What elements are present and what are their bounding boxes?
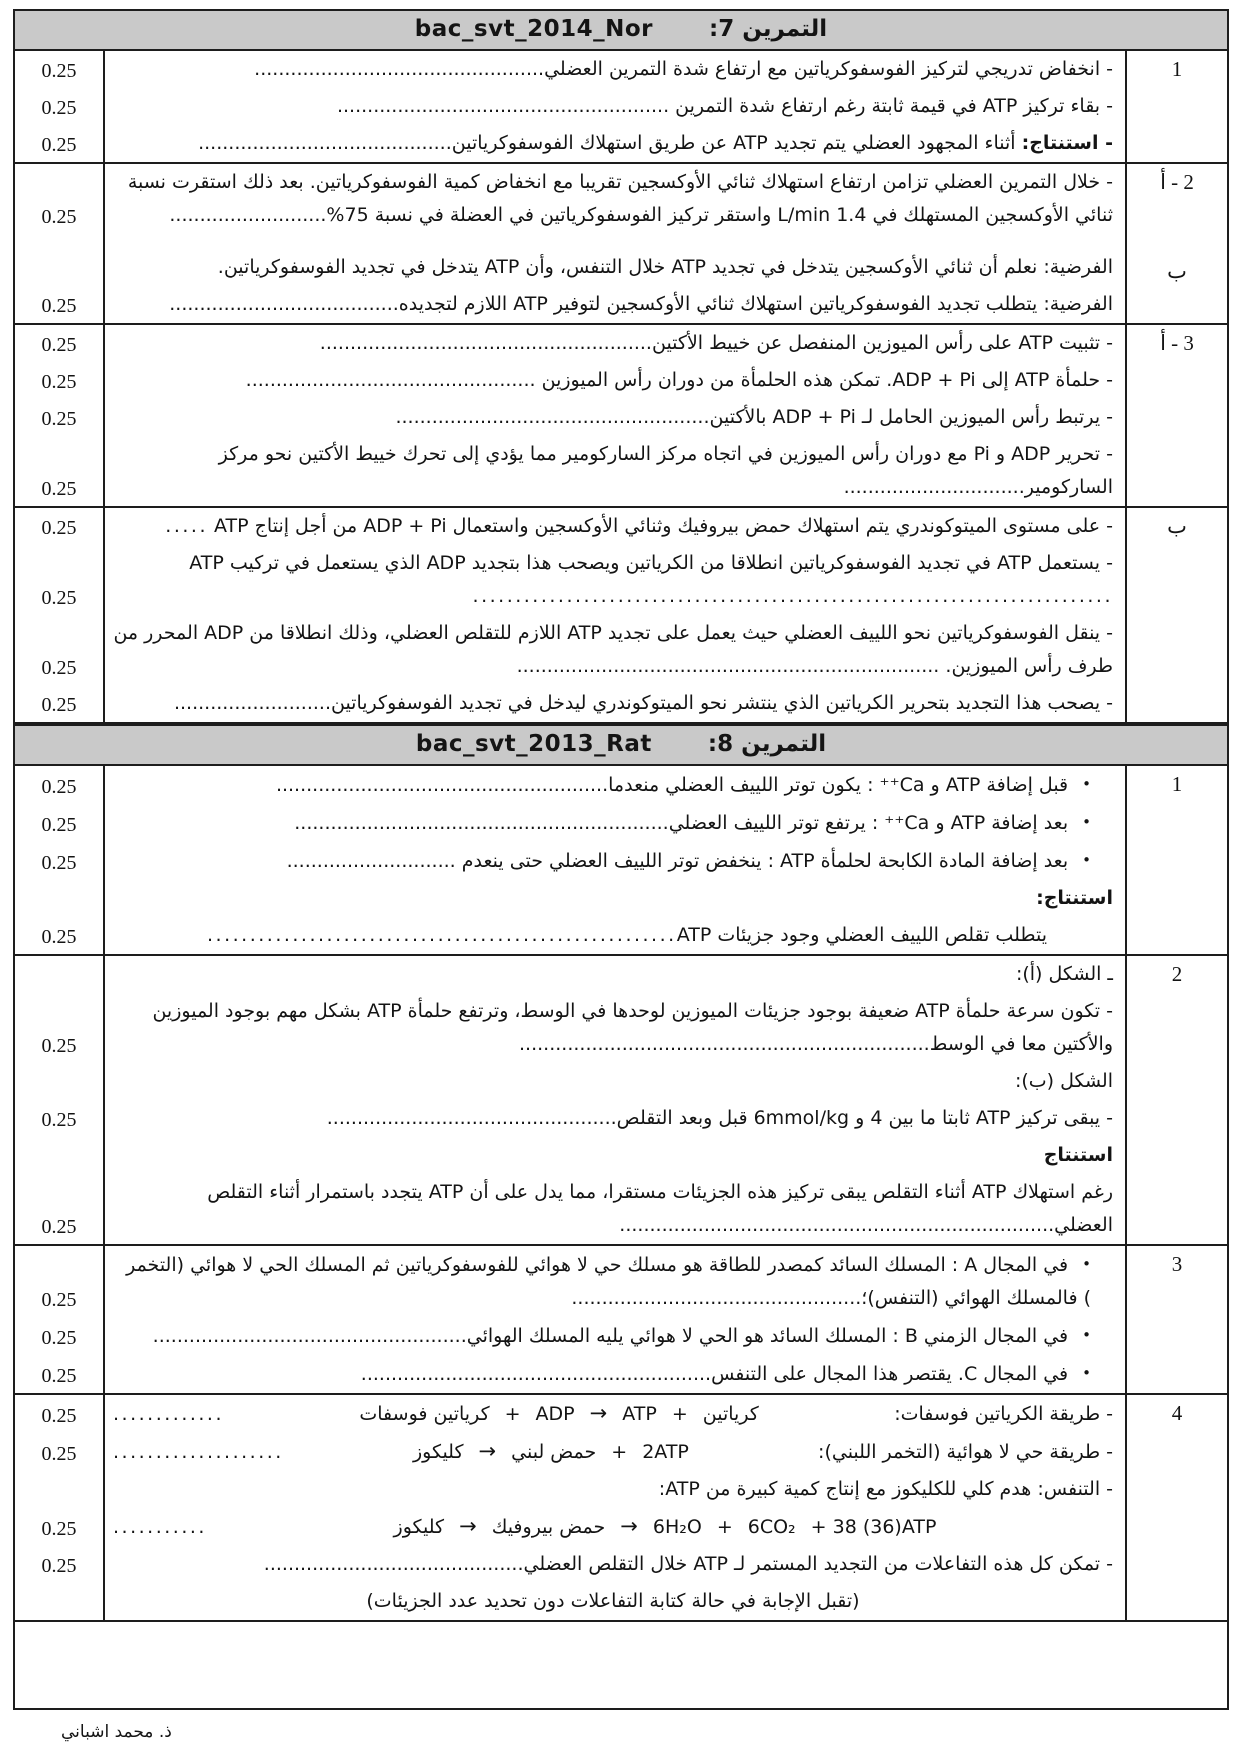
dotted-leader: ........... [113,1516,207,1538]
answer-item [15,1471,1125,1508]
answer-text-prefix: - استنتاج: [1021,132,1113,154]
dotted-leader: ........................................................................... [472,585,1113,607]
score-value: 0.25 [41,1109,77,1131]
answer-text [105,993,1125,1063]
dotted-leader: ...................................... [169,293,399,315]
row-body [15,164,1125,323]
answer-text [105,880,1125,917]
score-value: 0.25 [41,478,77,500]
row-body [15,51,1125,162]
dotted-leader: .......................................................... [360,1363,712,1385]
answer-item [15,956,1125,993]
answer-text [105,1355,1125,1393]
answer-text [105,164,1125,234]
score-value: 0.25 [41,1327,77,1349]
score-value: 0.25 [41,776,77,798]
answer-text-content: - خلال التمرين العضلي تزامن ارتفاع استهلاك ثنائي الأوكسجين تقريبا مع انخفاض كمية الفوسفوكرياتين. بعد ذلك استقرت نسبة ثنائي الأوكسجين المستهلك في 1.4 L/min واستقر تركيز الفوسفوكرياتين في العضلة في نسبة 75% [127,171,1113,226]
answer-text [105,1546,1125,1583]
equation-term: ATP [622,1403,657,1425]
equation-term: كرياتين فوسفات [359,1403,490,1425]
question-number: 4 [1171,1401,1183,1425]
answer-text-content: بعد إضافة ATP و Ca⁺⁺ : يرتفع توتر اللييف العضلي [668,812,1069,834]
answer-text-content: الفرضية: نعلم أن ثنائي الأوكسجين يتدخل في تجديد ATP خلال التنفس، وأن ATP يتدخل في تجديد الفوسفوكرياتين. [217,256,1113,278]
score-cell [15,1355,105,1393]
score-value: 0.25 [41,814,77,836]
answer-item [15,1246,1125,1317]
answer-text [105,842,1125,880]
equation-label: - طريقة حي لا هوائية (التخمر اللبني): [818,1441,1113,1463]
dotted-leader: ....................................................... [336,95,670,117]
exercise-code: bac_svt_2013_Rat [415,731,652,757]
row-body [15,325,1125,506]
dotted-leader: .................................................... [395,406,710,428]
answer-item [15,88,1125,125]
dotted-leader: .............................. [843,476,1025,498]
score-value: 0.25 [41,1035,77,1057]
question-number: 3 [1171,1252,1183,1276]
dotted-leader: .................... [113,1441,284,1463]
answer-text-content: - انخفاض تدريجي لتركيز الفوسفوكرياتين مع ارتفاع شدة التمرين العضلي [544,58,1113,80]
equation [413,1435,689,1469]
answer-text-content: - حلمأة ATP إلى ADP + Pi. تمكن هذه الحلمأة من دوران رأس الميوزين [535,369,1113,391]
answer-item [15,362,1125,399]
answer-item [15,1317,1125,1355]
score-cell [15,804,105,842]
answer-text [105,1174,1125,1244]
dotted-leader: .................................................................... [519,1033,930,1055]
score-value: 0.25 [41,1443,77,1465]
score-cell [15,1583,105,1620]
answer-item [15,1100,1125,1137]
equation-label: - طريقة الكرياتين فوسفات: [894,1403,1113,1425]
score-value: 0.25 [41,926,77,948]
answer-text-content: - تكون سرعة حلمأة ATP ضعيفة بوجود جزيئات الميوزين لوحدها في الوسط، وترتفع حلمأة ATP بشكل مهم بوجود الميوزين والأكتين معا في الوسط [152,1000,1113,1055]
question-number-cell [1125,1246,1227,1393]
answer-row [15,1246,1227,1395]
score-cell [15,615,105,685]
answer-item [15,1395,1125,1433]
score-cell [15,685,105,722]
score-cell [15,1246,105,1317]
score-value: 0.25 [41,134,77,156]
answer-text-content: - على مستوى الميتوكوندري يتم استهلاك حمض بيروفيك وثنائي الأوكسجين واستعمال ADP + Pi من أجل إنتاج ATP [207,515,1113,537]
bullet-icon: • [1082,851,1091,869]
exercise-code: bac_svt_2014_Nor [414,16,653,42]
question-number: 2 [1171,962,1183,986]
question-number: ب [1167,259,1187,283]
answer-text-content: استنتاج: [1036,887,1113,909]
answer-text [105,362,1125,399]
arrow-icon: → [620,1514,638,1538]
answer-text [105,1508,1125,1546]
question-number-cell [1125,51,1227,162]
question-number: 2 - أ [1160,170,1194,194]
answer-item [15,685,1125,722]
score-cell [15,1433,105,1471]
score-cell [15,399,105,436]
empty-row [15,1622,1227,1708]
dotted-leader: .......................... [169,204,327,226]
answer-text [105,436,1125,506]
dotted-leader: ................................................ [326,1107,617,1129]
answer-text-content: في المجال C. يقتصر هذا المجال على التنفس [711,1363,1069,1385]
question-number-cell [1125,766,1227,954]
answer-row [15,51,1227,164]
answer-text [105,615,1125,685]
answer-item [15,1355,1125,1393]
answer-text-content: في المجال A : المسلك السائد كمصدر للطاقة هو مسلك حي لا هوائي للفوسفوكرياتين ثم المسلك الحي لا هوائي (التخمر ) فالمسلك الهوائي (التنفس)؛ [126,1254,1091,1309]
answer-row [15,164,1227,325]
score-value: 0.25 [41,1405,77,1427]
answer-item [15,545,1125,615]
score-cell [15,1100,105,1137]
row-body [15,508,1125,722]
bullet-icon: • [1082,813,1091,831]
score-cell [15,956,105,993]
answer-text-content: يتطلب تقلص اللييف العضلي وجود جزيئات ATP [676,924,1047,946]
answer-text-content: - يبقى تركيز ATP ثابتا ما بين 4 و 6mmol/kg قبل وبعد التقلص [616,1107,1113,1129]
equation-term: + [504,1403,521,1425]
equation-term: حمض بيروفيك [491,1516,606,1538]
answer-text [105,1471,1125,1508]
author-signature: ذ. محمد اشباني [61,1722,172,1742]
answer-text-content: الفرضية: يتطلب تجديد الفوسفوكرياتين استهلاك ثنائي الأوكسجين لتوفير ATP اللازم لتجديده [398,293,1113,315]
answer-item [15,51,1125,88]
score-cell [15,1395,105,1433]
score-value: 0.25 [41,295,77,317]
score-cell [15,508,105,545]
answer-item [15,1508,1125,1546]
score-value: 0.25 [41,97,77,119]
score-cell [15,917,105,954]
answer-row [15,508,1227,724]
score-cell [15,1471,105,1508]
equation-term: كليكوز [412,1441,464,1463]
equation-term: + [671,1403,688,1425]
answer-item [15,1063,1125,1100]
exercise-title: التمرين 8: [707,731,827,757]
dotted-leader: .............................................................. [294,812,669,834]
answer-text-content: رغم استهلاك ATP أثناء التقلص يبقى تركيز هذه الجزيئات مستقرا، مما يدل على أن ATP يتجدد باستمرار أثناء التقلص العضلي [207,1181,1113,1236]
question-number-cell [1125,325,1227,506]
answer-text-content: - تمكن كل هذه التفاعلات من التجديد المستمر لـ ATP خلال التقلص العضلي [523,1553,1113,1575]
score-cell [15,286,105,323]
equation-term: ADP [535,1403,575,1425]
dotted-leader: .......................... [173,692,331,714]
answer-item [15,917,1125,954]
score-value: 0.25 [41,1518,77,1540]
dotted-leader: ..... [165,515,208,537]
answer-text [105,1395,1125,1433]
answer-text-content: - بقاء تركيز ATP في قيمة ثابتة رغم ارتفاع شدة التمرين [669,95,1113,117]
answer-row [15,766,1227,956]
answer-text-content: في المجال الزمني B : المسلك السائد هو الحي لا هوائي يليه المسلك الهوائي [466,1325,1069,1347]
row-body [15,956,1125,1244]
equation-term: + [716,1516,733,1538]
answer-text-content: (تقبل الإجابة في حالة كتابة التفاعلات دون تحديد عدد الجزيئات) [366,1590,860,1612]
answer-item [15,125,1125,162]
row-body [15,766,1125,954]
score-cell [15,545,105,615]
equation-term: 6H₂O [652,1516,702,1538]
answer-text-content: - يصحب هذا التجديد بتحرير الكرياتين الذي ينتشر نحو الميتوكوندري ليدخل في تجديد الفوسفوكرياتين [330,692,1113,714]
score-cell [15,325,105,362]
answer-item [15,804,1125,842]
bullet-icon: • [1082,1326,1091,1344]
answer-text [105,1317,1125,1355]
score-cell [15,842,105,880]
dotted-leader: ........................................................................ [619,1214,1055,1236]
answer-text-content: ـ الشكل (أ): [1015,963,1113,985]
score-value: 0.25 [41,1216,77,1238]
score-value: 0.25 [41,657,77,679]
answer-item [15,1583,1125,1620]
page-footer [13,1710,1229,1754]
answer-text [105,1137,1125,1174]
answer-text-content: - يستعمل ATP في تجديد الفوسفوكرياتين انطلاقا من الكرياتين ويصحب هذا بتجديد ADP الذي يستعمل في تركيب ATP [189,552,1113,574]
score-cell [15,164,105,234]
answer-item [15,842,1125,880]
answer-row [15,1395,1227,1622]
question-number-cell [1125,1395,1227,1620]
exercise-header [15,11,1227,51]
question-number: 1 [1171,772,1183,796]
answer-row [15,956,1227,1246]
score-cell [15,234,105,286]
answer-row [15,325,1227,508]
answer-text [105,956,1125,993]
score-value: 0.25 [41,1555,77,1577]
answer-text [105,685,1125,722]
question-number-cell [1125,508,1227,722]
answer-text [105,766,1125,804]
document-table [13,9,1229,1710]
answer-item [15,399,1125,436]
equation-term: + [611,1441,628,1463]
answer-text-content: استنتاج [1043,1144,1113,1166]
answer-item [15,880,1125,917]
answer-text [105,1100,1125,1137]
answer-text [105,325,1125,362]
exercise-title: التمرين 7: [709,16,828,42]
answer-text-content: قبل إضافة ATP و Ca⁺⁺ : يكون توتر اللييف العضلي منعدما [608,774,1069,796]
row-body [15,1395,1125,1620]
score-value: 0.25 [41,371,77,393]
exercise-section [15,724,1227,1622]
score-value: 0.25 [41,694,77,716]
dotted-leader: ........................................... [263,1553,524,1575]
answer-text [105,508,1125,545]
dotted-leader: ...................................................................... [516,655,940,677]
equation [394,1510,937,1544]
dotted-leader: ................................................ [254,58,545,80]
score-value: 0.25 [41,206,77,228]
answer-text-content: - التنفس: هدم كلي للكليكوز مع إنتاج كمية كبيرة من ATP: [658,1478,1113,1500]
score-cell [15,880,105,917]
answer-text [105,1433,1125,1471]
question-number-cell [1125,164,1227,323]
dotted-leader: ............................ [286,850,456,872]
exercise-header [15,724,1227,766]
answer-item [15,1174,1125,1244]
dotted-leader: .......................................... [198,132,452,154]
question-number-cell [1125,956,1227,1244]
equation-term: كرياتين [702,1403,759,1425]
answer-item [15,508,1125,545]
bullet-icon: • [1082,775,1091,793]
score-cell [15,1174,105,1244]
answer-text [105,1583,1125,1620]
answer-text-content: - تحرير ADP و Pi مع دوران رأس الميوزين في اتجاه مركز الساركومير مما يؤدي إلى تحرك خييط الأكتين نحو مركز الساركومير [218,443,1113,498]
score-cell [15,1063,105,1100]
answer-text [105,125,1125,162]
arrow-icon: → [589,1401,608,1425]
question-number: ب [1167,514,1187,538]
score-value: 0.25 [41,517,77,539]
score-cell [15,993,105,1063]
answer-text-content: - تثبيت ATP على رأس الميوزين المنفصل عن خييط الأكتين [651,332,1113,354]
score-cell [15,1317,105,1355]
answer-item [15,766,1125,804]
score-cell [15,51,105,88]
answer-text [105,1246,1125,1317]
answer-item [15,234,1125,286]
equation-term: حمض لبني [511,1441,597,1463]
answer-item [15,286,1125,323]
answer-item [15,1433,1125,1471]
row-body [15,1246,1125,1393]
score-value: 0.25 [41,1365,77,1387]
dotted-leader: ....................................................... [319,332,652,354]
score-value: 0.25 [41,1289,77,1311]
answer-text [105,804,1125,842]
equation-term: 6CO₂ [747,1516,796,1538]
score-cell [15,1546,105,1583]
score-value: 0.25 [41,408,77,430]
score-cell [15,88,105,125]
answer-text [105,545,1125,615]
answer-text-content: - ينقل الفوسفوكرياتين نحو اللييف العضلي حيث يعمل على تجديد ATP اللازم للتقلص العضلي، وذلك انطلاقا من ADP المحرر من طرف رأس الميوزين. [113,622,1113,677]
answer-text [105,1063,1125,1100]
answer-item [15,1137,1125,1174]
score-value: 0.25 [41,852,77,874]
answer-text [105,399,1125,436]
answer-item [15,325,1125,362]
answer-item [15,615,1125,685]
answer-text-content: الشكل (ب): [1014,1070,1113,1092]
answer-text-content: بعد إضافة المادة الكابحة لحلمأة ATP : ينخفض توتر اللييف العضلي حتى ينعدم [455,850,1069,872]
dotted-leader: ................................................ [245,369,536,391]
score-cell [15,436,105,506]
answer-text [105,234,1125,286]
equation-term: كليكوز [393,1516,445,1538]
dotted-leader: ....................................................... [207,924,677,946]
answer-item [15,164,1125,234]
exercise-section [15,11,1227,724]
answer-text-content: أثناء المجهود العضلي يتم تجديد ATP عن طريق استهلاك الفوسفوكرياتين [451,132,1022,154]
answer-text [105,286,1125,323]
question-number: 3 - أ [1160,331,1194,355]
score-cell [15,362,105,399]
arrow-icon: → [459,1514,477,1538]
dotted-leader: ............. [113,1403,225,1425]
dotted-leader: ................................................ [571,1287,862,1309]
answer-text [105,51,1125,88]
score-value: 0.25 [41,334,77,356]
answer-text-content: - يرتبط رأس الميوزين الحامل لـ ADP + Pi بالأكتين [709,406,1113,428]
bullet-icon: • [1082,1255,1091,1273]
equation-term: + 38 (36)ATP [810,1516,937,1538]
score-cell [15,766,105,804]
answer-item [15,436,1125,506]
question-number: 1 [1171,57,1183,81]
score-cell [15,1137,105,1174]
answer-item [15,1546,1125,1583]
answer-text [105,88,1125,125]
dotted-leader: .................................................... [152,1325,467,1347]
score-cell [15,1508,105,1546]
score-value: 0.25 [41,60,77,82]
arrow-icon: → [478,1439,497,1463]
score-cell [15,125,105,162]
equation-term: 2ATP [642,1441,689,1463]
answer-text [105,917,1125,954]
score-value: 0.25 [41,587,77,609]
bullet-icon: • [1082,1364,1091,1382]
equation [359,1397,758,1431]
answer-item [15,993,1125,1063]
dotted-leader: ....................................................... [275,774,609,796]
